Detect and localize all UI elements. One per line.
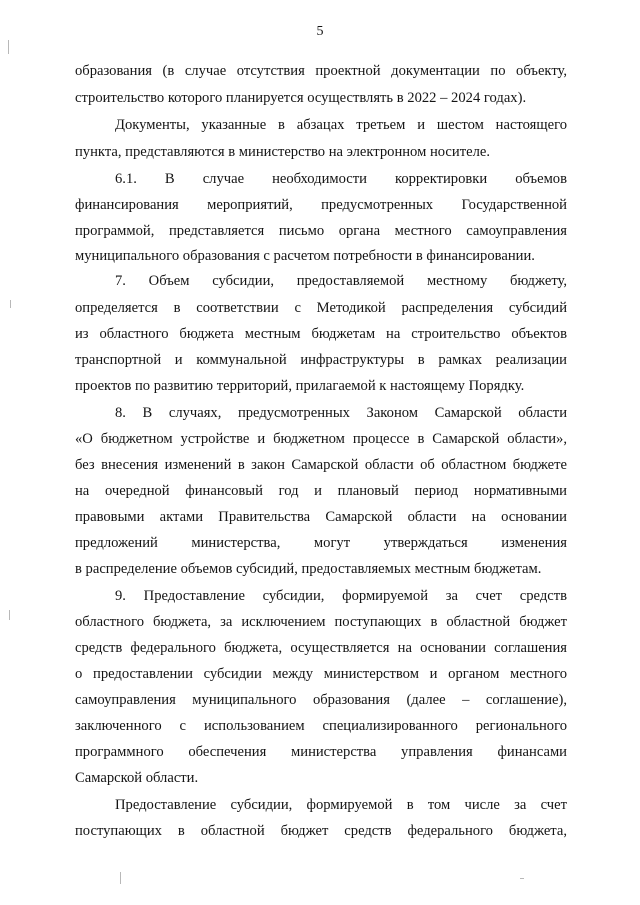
text-line: о предоставлении субсидии между министерством и органом местного: [75, 666, 567, 682]
scan-artifact: [120, 872, 121, 884]
text-line: определяется в соответствии с Методикой распределения субсидий: [75, 300, 567, 316]
text-line: областного бюджета, за исключением поступающих в областной бюджет: [75, 614, 567, 630]
scan-artifact: [10, 300, 11, 308]
text-line: транспортной и коммунальной инфраструктуры в рамках реализации: [75, 352, 567, 368]
text-line: в распределение объемов субсидий, предоставляемых местным бюджетам.: [75, 561, 542, 577]
text-line: 9. Предоставление субсидии, формируемой за счет средств: [115, 588, 567, 604]
text-line: 8. В случаях, предусмотренных Законом Самарской области: [115, 405, 567, 421]
text-line: без внесения изменений в закон Самарской области об областном бюджете: [75, 457, 567, 473]
scan-artifact: [520, 878, 524, 879]
text-line: строительство которого планируется осуществлять в 2022 – 2024 годах).: [75, 90, 527, 106]
page-number: 5: [316, 24, 324, 39]
text-line: самоуправления муниципального образования (далее – соглашение),: [75, 692, 567, 708]
text-line: программой, представляется письмо органа местного самоуправления: [75, 223, 567, 239]
text-line: правовыми актами Правительства Самарской области на основании: [75, 509, 567, 525]
text-line: заключенного с использованием специализированного регионального: [75, 718, 567, 734]
scan-artifact: [8, 40, 9, 54]
text-line: проектов по развитию территорий, прилагаемой к настоящему Порядку.: [75, 378, 525, 394]
text-line: муниципального образования с расчетом потребности в финансировании.: [75, 248, 535, 264]
scan-artifact: [9, 610, 10, 620]
text-line: Предоставление субсидии, формируемой в том числе за счет: [115, 797, 567, 813]
text-line: Самарской области.: [75, 770, 199, 786]
text-line: 7. Объем субсидии, предоставляемой местному бюджету,: [115, 273, 567, 289]
text-line: программного обеспечения министерства управления финансами: [75, 744, 567, 760]
text-line: Документы, указанные в абзацах третьем и шестом настоящего: [115, 117, 567, 133]
text-line: предложений министерства, могут утверждаться изменения: [75, 535, 567, 551]
text-line: «О бюджетном устройстве и бюджетном процессе в Самарской области»,: [75, 431, 567, 447]
text-line: из областного бюджета местным бюджетам на строительство объектов: [75, 326, 567, 342]
text-line: на очередной финансовый год и плановый период нормативными: [75, 483, 567, 499]
text-line: средств федерального бюджета, осуществляется на основании соглашения: [75, 640, 567, 656]
text-line: образования (в случае отсутствия проектной документации по объекту,: [75, 63, 567, 79]
text-line: 6.1. В случае необходимости корректировки объемов: [115, 171, 567, 187]
text-line: поступающих в областной бюджет средств федерального бюджета,: [75, 823, 567, 839]
text-line: финансирования мероприятий, предусмотренных Государственной: [75, 197, 567, 213]
text-line: пункта, представляются в министерство на электронном носителе.: [75, 144, 490, 160]
